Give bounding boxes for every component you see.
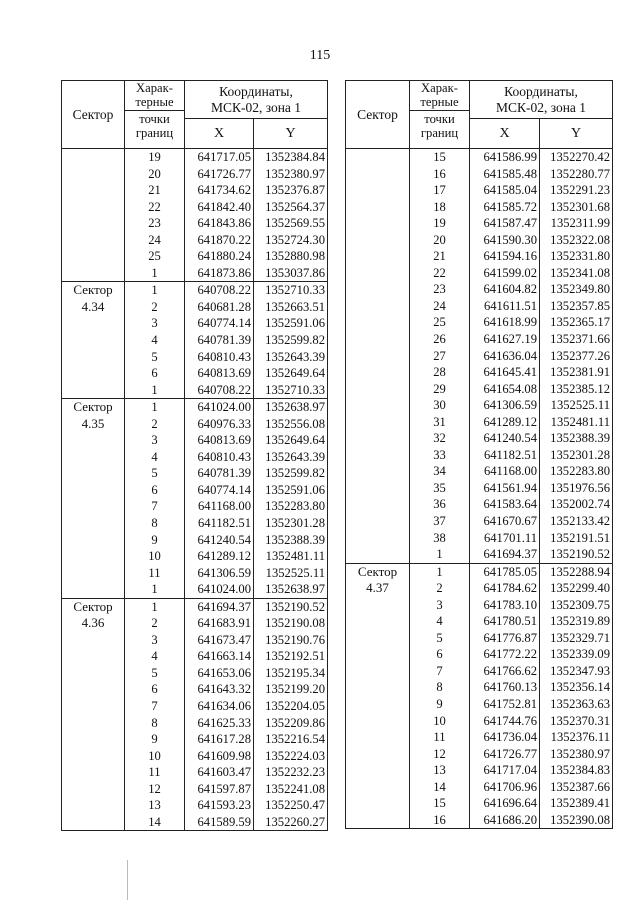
coords-header-line: Координаты, bbox=[219, 83, 293, 99]
y-coordinate-cell: 1352599.82 bbox=[254, 465, 328, 482]
point-number-cell: 12 bbox=[410, 746, 470, 763]
x-coordinate-cell: 641780.51 bbox=[470, 613, 540, 630]
x-coordinate-cell: 641618.99 bbox=[470, 314, 540, 331]
y-coordinate-cell: 1352250.47 bbox=[254, 797, 328, 814]
coordinates-column-header bbox=[185, 81, 328, 119]
x-coordinate-cell: 641024.00 bbox=[185, 399, 254, 416]
point-number-cell: 22 bbox=[125, 199, 185, 216]
y-coordinate-cell: 1352384.83 bbox=[540, 762, 613, 779]
point-number-cell: 22 bbox=[410, 265, 470, 282]
y-coordinate-cell: 1352649.64 bbox=[254, 432, 328, 449]
y-coordinate-cell: 1352190.76 bbox=[254, 632, 328, 649]
y-coordinate-cell: 1351976.56 bbox=[540, 480, 613, 497]
y-column-header: Y bbox=[254, 119, 328, 149]
point-number-cell: 14 bbox=[125, 814, 185, 831]
point-number-cell: 26 bbox=[410, 331, 470, 348]
point-number-cell: 7 bbox=[410, 663, 470, 680]
point-number-cell: 19 bbox=[410, 215, 470, 232]
y-coordinate-cell: 1352341.08 bbox=[540, 265, 613, 282]
x-coordinate-cell: 641617.28 bbox=[185, 731, 254, 748]
x-coordinate-cell: 641589.59 bbox=[185, 814, 254, 831]
y-coordinate-cell: 1352556.08 bbox=[254, 416, 328, 433]
y-coordinate-cell: 1352371.66 bbox=[540, 331, 613, 348]
table-row bbox=[62, 149, 328, 166]
point-number-cell: 6 bbox=[125, 682, 185, 699]
y-coordinate-cell: 1352377.26 bbox=[540, 348, 613, 365]
x-coordinate-cell: 641744.76 bbox=[470, 713, 540, 730]
y-coordinate-cell: 1352288.94 bbox=[540, 563, 613, 580]
point-number-cell: 35 bbox=[410, 480, 470, 497]
y-coordinate-cell: 1352370.31 bbox=[540, 713, 613, 730]
y-coordinate-cell: 1352283.80 bbox=[540, 463, 613, 480]
y-coordinate-cell: 1352380.97 bbox=[254, 166, 328, 183]
point-number-cell: 3 bbox=[410, 597, 470, 614]
points-header-line: точки bbox=[424, 112, 455, 126]
table-row bbox=[346, 563, 613, 580]
table-row bbox=[346, 149, 613, 166]
x-coordinate-cell: 641289.12 bbox=[185, 548, 254, 565]
y-coordinate-cell: 1352199.20 bbox=[254, 682, 328, 699]
y-coordinate-cell: 1352380.97 bbox=[540, 746, 613, 763]
points-header-line: границ bbox=[420, 126, 459, 140]
y-coordinate-cell: 1352216.54 bbox=[254, 731, 328, 748]
y-coordinate-cell: 1352389.41 bbox=[540, 795, 613, 812]
y-coordinate-cell: 1352481.11 bbox=[254, 548, 328, 565]
y-coordinate-cell: 1352638.97 bbox=[254, 581, 328, 598]
point-number-cell: 6 bbox=[410, 646, 470, 663]
y-coordinate-cell: 1352525.11 bbox=[540, 397, 613, 414]
x-coordinate-cell: 641594.16 bbox=[470, 248, 540, 265]
y-coordinate-cell: 1352384.84 bbox=[254, 149, 328, 166]
point-number-cell: 8 bbox=[125, 715, 185, 732]
sector-column-header: Сектор bbox=[62, 81, 125, 149]
y-coordinate-cell: 1352387.66 bbox=[540, 779, 613, 796]
point-number-cell: 20 bbox=[125, 166, 185, 183]
y-coordinate-cell: 1352376.11 bbox=[540, 729, 613, 746]
point-number-cell: 33 bbox=[410, 447, 470, 464]
point-number-cell: 2 bbox=[125, 615, 185, 632]
y-coordinate-cell: 1352643.39 bbox=[254, 449, 328, 466]
point-number-cell: 12 bbox=[125, 781, 185, 798]
x-coordinate-cell: 641604.82 bbox=[470, 281, 540, 298]
y-coordinate-cell: 1352376.87 bbox=[254, 182, 328, 199]
y-coordinate-cell: 1352365.17 bbox=[540, 314, 613, 331]
point-number-cell: 27 bbox=[410, 348, 470, 365]
x-coordinate-cell: 640774.14 bbox=[185, 315, 254, 332]
x-coordinate-cell: 641643.32 bbox=[185, 682, 254, 699]
y-coordinate-cell: 1352191.51 bbox=[540, 530, 613, 547]
x-coordinate-cell: 641870.22 bbox=[185, 232, 254, 249]
points-column-header bbox=[125, 81, 185, 149]
point-number-cell: 3 bbox=[125, 432, 185, 449]
coords-header-line: Координаты, bbox=[504, 83, 578, 99]
sector-cell bbox=[346, 563, 410, 829]
point-number-cell: 1 bbox=[125, 399, 185, 416]
coords-header-line: МСК-02, зона 1 bbox=[495, 99, 587, 115]
point-number-cell: 7 bbox=[125, 698, 185, 715]
table-row bbox=[62, 598, 328, 615]
x-coordinate-cell: 641609.98 bbox=[185, 748, 254, 765]
point-number-cell: 9 bbox=[410, 696, 470, 713]
x-coordinate-cell: 641776.87 bbox=[470, 630, 540, 647]
point-number-cell: 21 bbox=[410, 248, 470, 265]
y-coordinate-cell: 1352363.63 bbox=[540, 696, 613, 713]
y-coordinate-cell: 1352204.05 bbox=[254, 698, 328, 715]
x-coordinate-cell: 641842.40 bbox=[185, 199, 254, 216]
point-number-cell: 1 bbox=[125, 598, 185, 615]
x-coordinate-cell: 641726.77 bbox=[470, 746, 540, 763]
y-coordinate-cell: 1352224.03 bbox=[254, 748, 328, 765]
point-number-cell: 2 bbox=[410, 580, 470, 597]
point-number-cell: 4 bbox=[410, 613, 470, 630]
point-number-cell: 10 bbox=[125, 748, 185, 765]
x-coordinate-cell: 640681.28 bbox=[185, 299, 254, 316]
point-number-cell: 11 bbox=[125, 764, 185, 781]
x-coordinate-cell: 640781.39 bbox=[185, 332, 254, 349]
point-number-cell: 19 bbox=[125, 149, 185, 166]
y-coordinate-cell: 1352638.97 bbox=[254, 399, 328, 416]
y-coordinate-cell: 1352880.98 bbox=[254, 248, 328, 265]
y-coordinate-cell: 1352283.80 bbox=[254, 498, 328, 515]
y-coordinate-cell: 1352339.09 bbox=[540, 646, 613, 663]
point-number-cell: 13 bbox=[125, 797, 185, 814]
point-number-cell: 23 bbox=[410, 281, 470, 298]
point-number-cell: 15 bbox=[410, 795, 470, 812]
point-number-cell: 16 bbox=[410, 166, 470, 183]
y-coordinate-cell: 1352190.08 bbox=[254, 615, 328, 632]
y-coordinate-cell: 1352209.86 bbox=[254, 715, 328, 732]
point-number-cell: 17 bbox=[410, 182, 470, 199]
y-coordinate-cell: 1352564.37 bbox=[254, 199, 328, 216]
points-header-line: Харак- bbox=[421, 81, 458, 95]
page-number: 115 bbox=[309, 48, 331, 63]
point-number-cell: 9 bbox=[125, 532, 185, 549]
point-number-cell: 5 bbox=[410, 630, 470, 647]
x-coordinate-cell: 641760.13 bbox=[470, 680, 540, 697]
point-number-cell: 28 bbox=[410, 364, 470, 381]
x-coordinate-cell: 641694.37 bbox=[185, 598, 254, 615]
point-number-cell: 2 bbox=[125, 299, 185, 316]
y-coordinate-cell: 1352322.08 bbox=[540, 232, 613, 249]
x-coordinate-cell: 640708.22 bbox=[185, 282, 254, 299]
x-coordinate-cell: 641586.99 bbox=[470, 149, 540, 166]
y-coordinate-cell: 1352241.08 bbox=[254, 781, 328, 798]
x-coordinate-cell: 640774.14 bbox=[185, 482, 254, 499]
x-coordinate-cell: 641585.04 bbox=[470, 182, 540, 199]
point-number-cell: 1 bbox=[410, 563, 470, 580]
y-coordinate-cell: 1352390.08 bbox=[540, 812, 613, 829]
y-coordinate-cell: 1352388.39 bbox=[254, 532, 328, 549]
y-coordinate-cell: 1352724.30 bbox=[254, 232, 328, 249]
x-column-header: X bbox=[470, 119, 540, 149]
x-coordinate-cell: 641603.47 bbox=[185, 764, 254, 781]
point-number-cell: 3 bbox=[125, 632, 185, 649]
point-number-cell: 11 bbox=[125, 565, 185, 582]
point-number-cell: 37 bbox=[410, 513, 470, 530]
coordinates-table-left bbox=[61, 80, 328, 831]
sector-cell bbox=[62, 149, 125, 282]
y-coordinate-cell: 1352481.11 bbox=[540, 414, 613, 431]
points-header-line: терные bbox=[135, 95, 174, 109]
x-coordinate-cell: 641694.37 bbox=[470, 546, 540, 563]
x-coordinate-cell: 641306.59 bbox=[185, 565, 254, 582]
point-number-cell: 25 bbox=[410, 314, 470, 331]
x-coordinate-cell: 641627.19 bbox=[470, 331, 540, 348]
x-coordinate-cell: 641240.54 bbox=[470, 430, 540, 447]
y-coordinate-cell: 1352232.23 bbox=[254, 764, 328, 781]
y-coordinate-cell: 1352663.51 bbox=[254, 299, 328, 316]
points-column-header bbox=[410, 81, 470, 149]
point-number-cell: 24 bbox=[125, 232, 185, 249]
x-column-header: X bbox=[185, 119, 254, 149]
point-number-cell: 25 bbox=[125, 248, 185, 265]
x-coordinate-cell: 641783.10 bbox=[470, 597, 540, 614]
point-number-cell: 36 bbox=[410, 496, 470, 513]
y-coordinate-cell: 1352357.85 bbox=[540, 298, 613, 315]
point-number-cell: 29 bbox=[410, 381, 470, 398]
point-number-cell: 8 bbox=[125, 515, 185, 532]
table-row bbox=[62, 282, 328, 299]
x-coordinate-cell: 641024.00 bbox=[185, 581, 254, 598]
y-coordinate-cell: 1352591.06 bbox=[254, 482, 328, 499]
x-coordinate-cell: 641611.51 bbox=[470, 298, 540, 315]
x-coordinate-cell: 640976.33 bbox=[185, 416, 254, 433]
sector-cell bbox=[62, 399, 125, 599]
x-coordinate-cell: 641706.96 bbox=[470, 779, 540, 796]
x-coordinate-cell: 641634.06 bbox=[185, 698, 254, 715]
coordinates-column-header bbox=[470, 81, 613, 119]
sector-label: Сектор bbox=[73, 598, 113, 614]
point-number-cell: 5 bbox=[125, 665, 185, 682]
x-coordinate-cell: 640781.39 bbox=[185, 465, 254, 482]
y-coordinate-cell: 1352331.80 bbox=[540, 248, 613, 265]
x-coordinate-cell: 640708.22 bbox=[185, 382, 254, 399]
point-number-cell: 13 bbox=[410, 762, 470, 779]
y-coordinate-cell: 1352195.34 bbox=[254, 665, 328, 682]
points-header-line: терные bbox=[420, 95, 459, 109]
point-number-cell: 20 bbox=[410, 232, 470, 249]
y-coordinate-cell: 1352190.52 bbox=[254, 598, 328, 615]
points-header-line: границ bbox=[135, 126, 174, 140]
y-coordinate-cell: 1352388.39 bbox=[540, 430, 613, 447]
y-coordinate-cell: 1352299.40 bbox=[540, 580, 613, 597]
point-number-cell: 2 bbox=[125, 416, 185, 433]
x-coordinate-cell: 641785.05 bbox=[470, 563, 540, 580]
x-coordinate-cell: 641752.81 bbox=[470, 696, 540, 713]
y-coordinate-cell: 1352381.91 bbox=[540, 364, 613, 381]
x-coordinate-cell: 641654.08 bbox=[470, 381, 540, 398]
table-body bbox=[346, 149, 613, 829]
y-column-header: Y bbox=[540, 119, 613, 149]
table-row bbox=[62, 399, 328, 416]
x-coordinate-cell: 641585.72 bbox=[470, 199, 540, 216]
point-number-cell: 1 bbox=[410, 546, 470, 563]
x-coordinate-cell: 641653.06 bbox=[185, 665, 254, 682]
x-coordinate-cell: 641717.04 bbox=[470, 762, 540, 779]
x-coordinate-cell: 641726.77 bbox=[185, 166, 254, 183]
x-coordinate-cell: 641182.51 bbox=[185, 515, 254, 532]
point-number-cell: 5 bbox=[125, 349, 185, 366]
x-coordinate-cell: 641701.11 bbox=[470, 530, 540, 547]
y-coordinate-cell: 1352349.80 bbox=[540, 281, 613, 298]
y-coordinate-cell: 1352525.11 bbox=[254, 565, 328, 582]
x-coordinate-cell: 641686.20 bbox=[470, 812, 540, 829]
y-coordinate-cell: 1352649.64 bbox=[254, 365, 328, 382]
x-coordinate-cell: 641587.47 bbox=[470, 215, 540, 232]
x-coordinate-cell: 640810.43 bbox=[185, 349, 254, 366]
point-number-cell: 6 bbox=[125, 365, 185, 382]
y-coordinate-cell: 1352591.06 bbox=[254, 315, 328, 332]
x-coordinate-cell: 641663.14 bbox=[185, 648, 254, 665]
x-coordinate-cell: 641772.22 bbox=[470, 646, 540, 663]
point-number-cell: 30 bbox=[410, 397, 470, 414]
point-number-cell: 1 bbox=[125, 581, 185, 598]
y-coordinate-cell: 1352710.33 bbox=[254, 382, 328, 399]
x-coordinate-cell: 641625.33 bbox=[185, 715, 254, 732]
y-coordinate-cell: 1352190.52 bbox=[540, 546, 613, 563]
point-number-cell: 9 bbox=[125, 731, 185, 748]
point-number-cell: 7 bbox=[125, 498, 185, 515]
y-coordinate-cell: 1352301.28 bbox=[254, 515, 328, 532]
sector-label: 4.36 bbox=[81, 615, 105, 631]
point-number-cell: 1 bbox=[125, 265, 185, 282]
point-number-cell: 6 bbox=[125, 482, 185, 499]
sector-cell bbox=[346, 149, 410, 564]
x-coordinate-cell: 641736.04 bbox=[470, 729, 540, 746]
x-coordinate-cell: 641240.54 bbox=[185, 532, 254, 549]
x-coordinate-cell: 641645.41 bbox=[470, 364, 540, 381]
y-coordinate-cell: 1353037.86 bbox=[254, 265, 328, 282]
point-number-cell: 15 bbox=[410, 149, 470, 166]
x-coordinate-cell: 641561.94 bbox=[470, 480, 540, 497]
table-header bbox=[62, 81, 328, 149]
x-coordinate-cell: 641696.64 bbox=[470, 795, 540, 812]
sector-cell bbox=[62, 282, 125, 399]
x-coordinate-cell: 641182.51 bbox=[470, 447, 540, 464]
x-coordinate-cell: 641593.23 bbox=[185, 797, 254, 814]
x-coordinate-cell: 641597.87 bbox=[185, 781, 254, 798]
point-number-cell: 10 bbox=[410, 713, 470, 730]
point-number-cell: 32 bbox=[410, 430, 470, 447]
y-coordinate-cell: 1352569.55 bbox=[254, 215, 328, 232]
x-coordinate-cell: 640813.69 bbox=[185, 432, 254, 449]
point-number-cell: 8 bbox=[410, 680, 470, 697]
y-coordinate-cell: 1352710.33 bbox=[254, 282, 328, 299]
x-coordinate-cell: 641636.04 bbox=[470, 348, 540, 365]
x-coordinate-cell: 641168.00 bbox=[185, 498, 254, 515]
point-number-cell: 14 bbox=[410, 779, 470, 796]
x-coordinate-cell: 641766.62 bbox=[470, 663, 540, 680]
x-coordinate-cell: 641583.64 bbox=[470, 496, 540, 513]
x-coordinate-cell: 641670.67 bbox=[470, 513, 540, 530]
point-number-cell: 16 bbox=[410, 812, 470, 829]
x-coordinate-cell: 641734.62 bbox=[185, 182, 254, 199]
sector-cell bbox=[62, 598, 125, 831]
point-number-cell: 38 bbox=[410, 530, 470, 547]
coordinates-table-right bbox=[345, 80, 613, 829]
x-coordinate-cell: 641599.02 bbox=[470, 265, 540, 282]
x-coordinate-cell: 641717.05 bbox=[185, 149, 254, 166]
x-coordinate-cell: 640810.43 bbox=[185, 449, 254, 466]
sector-column-header: Сектор bbox=[346, 81, 410, 149]
y-coordinate-cell: 1352347.93 bbox=[540, 663, 613, 680]
y-coordinate-cell: 1352301.68 bbox=[540, 199, 613, 216]
point-number-cell: 24 bbox=[410, 298, 470, 315]
scan-margin-mark bbox=[127, 860, 128, 900]
table-header bbox=[346, 81, 613, 149]
x-coordinate-cell: 641673.47 bbox=[185, 632, 254, 649]
table-body bbox=[62, 149, 328, 831]
x-coordinate-cell: 641168.00 bbox=[470, 463, 540, 480]
point-number-cell: 1 bbox=[125, 382, 185, 399]
x-coordinate-cell: 640813.69 bbox=[185, 365, 254, 382]
sector-label: 4.35 bbox=[81, 415, 105, 431]
point-number-cell: 4 bbox=[125, 648, 185, 665]
y-coordinate-cell: 1352643.39 bbox=[254, 349, 328, 366]
points-header-line: Харак- bbox=[136, 81, 173, 95]
y-coordinate-cell: 1352002.74 bbox=[540, 496, 613, 513]
y-coordinate-cell: 1352301.28 bbox=[540, 447, 613, 464]
y-coordinate-cell: 1352385.12 bbox=[540, 381, 613, 398]
point-number-cell: 10 bbox=[125, 548, 185, 565]
y-coordinate-cell: 1352329.71 bbox=[540, 630, 613, 647]
y-coordinate-cell: 1352311.99 bbox=[540, 215, 613, 232]
x-coordinate-cell: 641585.48 bbox=[470, 166, 540, 183]
x-coordinate-cell: 641843.86 bbox=[185, 215, 254, 232]
sector-label: Сектор bbox=[73, 282, 113, 298]
y-coordinate-cell: 1352309.75 bbox=[540, 597, 613, 614]
y-coordinate-cell: 1352192.51 bbox=[254, 648, 328, 665]
y-coordinate-cell: 1352599.82 bbox=[254, 332, 328, 349]
x-coordinate-cell: 641873.86 bbox=[185, 265, 254, 282]
point-number-cell: 3 bbox=[125, 315, 185, 332]
point-number-cell: 34 bbox=[410, 463, 470, 480]
y-coordinate-cell: 1352270.42 bbox=[540, 149, 613, 166]
y-coordinate-cell: 1352356.14 bbox=[540, 680, 613, 697]
point-number-cell: 18 bbox=[410, 199, 470, 216]
point-number-cell: 21 bbox=[125, 182, 185, 199]
x-coordinate-cell: 641306.59 bbox=[470, 397, 540, 414]
x-coordinate-cell: 641880.24 bbox=[185, 248, 254, 265]
point-number-cell: 23 bbox=[125, 215, 185, 232]
sector-label: 4.34 bbox=[81, 298, 105, 314]
x-coordinate-cell: 641784.62 bbox=[470, 580, 540, 597]
y-coordinate-cell: 1352291.23 bbox=[540, 182, 613, 199]
point-number-cell: 4 bbox=[125, 449, 185, 466]
sector-label: Сектор bbox=[357, 563, 398, 579]
x-coordinate-cell: 641289.12 bbox=[470, 414, 540, 431]
x-coordinate-cell: 641683.91 bbox=[185, 615, 254, 632]
point-number-cell: 5 bbox=[125, 465, 185, 482]
sector-label: 4.37 bbox=[366, 580, 389, 596]
y-coordinate-cell: 1352280.77 bbox=[540, 166, 613, 183]
sector-label: Сектор bbox=[73, 399, 113, 415]
point-number-cell: 4 bbox=[125, 332, 185, 349]
coords-header-line: МСК-02, зона 1 bbox=[210, 99, 302, 115]
point-number-cell: 31 bbox=[410, 414, 470, 431]
y-coordinate-cell: 1352133.42 bbox=[540, 513, 613, 530]
y-coordinate-cell: 1352260.27 bbox=[254, 814, 328, 831]
point-number-cell: 1 bbox=[125, 282, 185, 299]
y-coordinate-cell: 1352319.89 bbox=[540, 613, 613, 630]
x-coordinate-cell: 641590.30 bbox=[470, 232, 540, 249]
point-number-cell: 11 bbox=[410, 729, 470, 746]
points-header-line: точки bbox=[139, 112, 170, 126]
